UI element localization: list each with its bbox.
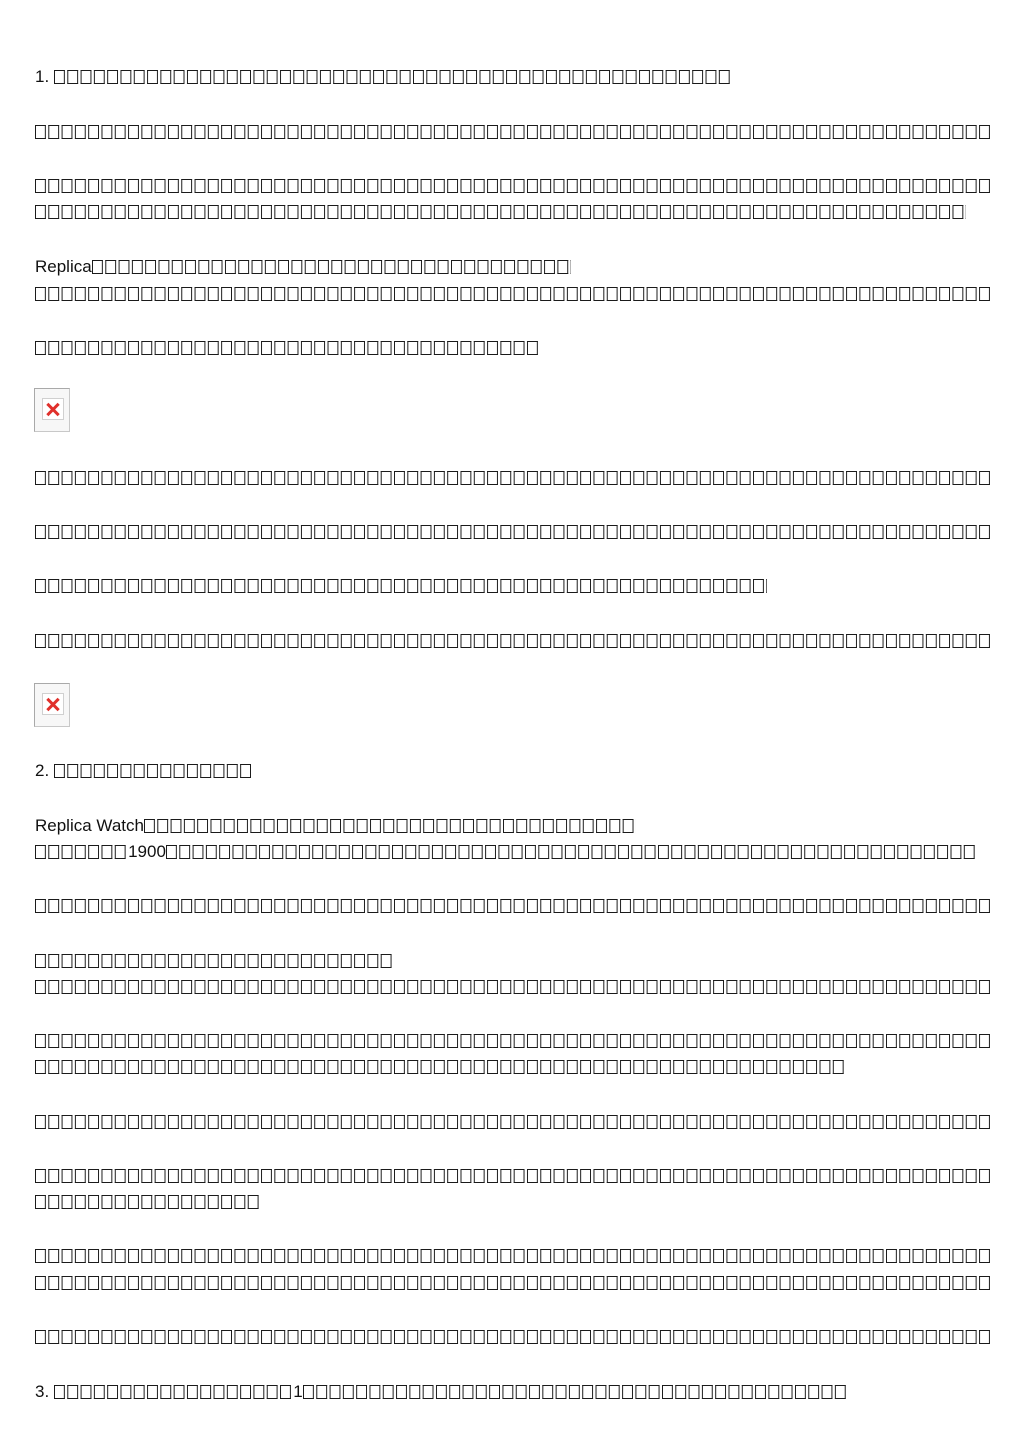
missing-glyph-run [35,573,767,599]
missing-glyph-run [35,1163,991,1189]
paragraph-line [35,1028,991,1054]
missing-glyph-run [35,465,991,491]
missing-glyph-run [35,948,394,974]
inline-latin-text: Replica Watch [35,816,144,835]
paragraph-line [35,519,991,545]
missing-glyph-run [35,1189,261,1215]
inline-year-text: 1900 [128,842,166,861]
missing-glyph-run [35,1324,991,1350]
missing-glyph-run [92,254,571,280]
inline-latin-text: Replica [35,257,92,276]
missing-glyph-run [54,64,732,90]
paragraph-line [35,948,991,974]
heading-3 [35,1379,991,1405]
broken-image-icon [34,683,70,727]
missing-glyph-run [35,335,540,361]
paragraph-line [35,335,991,361]
heading-1 [35,64,991,90]
missing-glyph-run [35,119,991,145]
missing-glyph-run [35,974,991,1000]
missing-glyph-run [35,1054,846,1080]
missing-glyph-run [35,281,991,307]
paragraph-line [35,974,991,1000]
close-icon [42,398,64,420]
paragraph-line [35,1163,991,1189]
missing-glyph-run [303,1379,848,1405]
missing-glyph-run [35,1243,991,1269]
inline-number-text: 1 [293,1382,303,1401]
paragraph-line [35,254,991,280]
paragraph-line [35,1189,991,1215]
paragraph-line [35,1270,991,1296]
paragraph-line [35,199,991,225]
paragraph-line [35,465,991,491]
paragraph-line [35,893,991,919]
paragraph-line [35,173,991,199]
heading-number: 2. [35,761,54,780]
missing-glyph-run [54,1379,293,1405]
paragraph-line [35,1054,991,1080]
missing-glyph-run [35,173,991,199]
paragraph-line [35,839,991,865]
missing-glyph-run [35,1270,991,1296]
heading-number: 3. [35,1382,54,1401]
paragraph-line [35,813,991,839]
missing-glyph-run [35,893,991,919]
missing-glyph-run [35,519,991,545]
missing-glyph-run [166,839,977,865]
missing-glyph-run [54,758,254,784]
paragraph-line [35,628,991,654]
paragraph-line [35,1324,991,1350]
missing-glyph-run [35,628,991,654]
missing-glyph-run [35,1028,991,1054]
paragraph-line [35,1109,991,1135]
missing-glyph-run [35,1109,991,1135]
close-icon [42,693,64,715]
paragraph-line [35,573,991,599]
paragraph-line [35,1243,991,1269]
broken-image-icon [34,388,70,432]
paragraph-line [35,119,991,145]
heading-number: 1. [35,67,54,86]
heading-2 [35,758,991,784]
missing-glyph-run [144,813,636,839]
missing-glyph-run [35,839,128,865]
missing-glyph-run [35,199,966,225]
paragraph-line [35,281,991,307]
